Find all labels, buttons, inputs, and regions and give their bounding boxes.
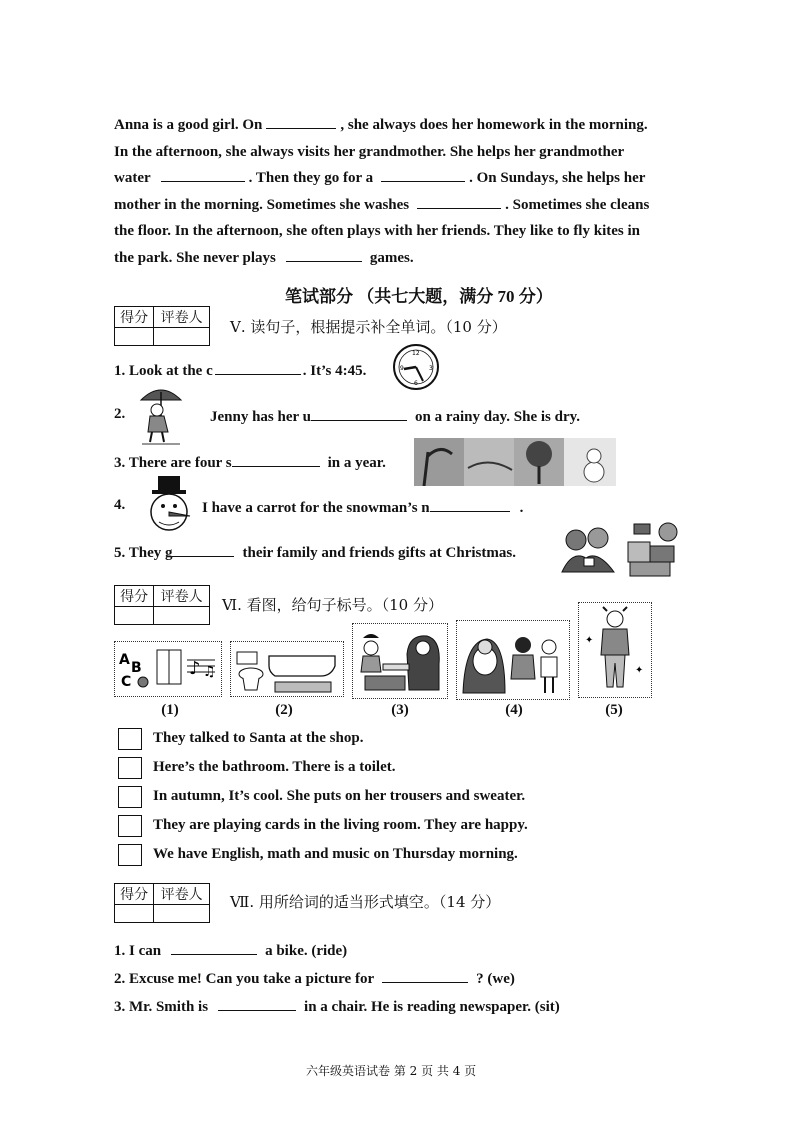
christmas-gifts-image: [624, 518, 682, 580]
picture-1-classroom-subjects: [114, 641, 222, 697]
svg-text:✦: ✦: [585, 635, 594, 646]
score-label: 得分: [115, 586, 154, 607]
match-sentence: They are playing cards in the living room. They are happy.: [153, 817, 528, 833]
picture-caption: (4): [505, 702, 523, 718]
reading-passage: Anna is a good girl. On , she always does her homework in the morning. In the afternoon, she always visits her grandmother. She helps her grandmother water . Then they go for a . On Sundays, she helps her mother in the morning. Sometimes she washes . Sometimes she cleans the floor. In the afternoon, she often plays with her friends. They like to fly kites in the park. She never plays games.: [114, 112, 682, 272]
christmas-family-image: [558, 522, 622, 574]
page-footer: 六年级英语试卷 第 2 页 共 4 页: [306, 1064, 477, 1078]
s5-question-2: Jenny has her u on a rainy day. She is dry.: [210, 406, 580, 426]
picture-caption: (2): [275, 702, 293, 718]
svg-text:✦: ✦: [635, 665, 644, 676]
svg-text:9: 9: [400, 365, 404, 372]
match-sentence: We have English, math and music on Thursday morning.: [153, 846, 518, 862]
clock-icon: [391, 343, 441, 391]
match-sentence: Here’s the bathroom. There is a toilet.: [153, 759, 396, 775]
svg-text:12: 12: [412, 350, 420, 357]
picture-5-autumn-girl: [578, 602, 652, 698]
svg-text:6: 6: [414, 380, 418, 387]
section-5-title: Ⅴ. 读句子，根据提示补全单词。（10 分）: [230, 318, 507, 336]
answer-box[interactable]: [118, 844, 142, 866]
score-label: 得分: [115, 307, 154, 328]
svg-text:A: A: [119, 652, 130, 668]
answer-box[interactable]: [118, 757, 142, 779]
s5-question-4: I have a carrot for the snowman’s n .: [202, 497, 523, 517]
grader-label: 评卷人: [154, 307, 210, 328]
score-label: 得分: [115, 884, 154, 905]
svg-text:♫: ♫: [203, 664, 216, 680]
answer-box[interactable]: [118, 786, 142, 808]
svg-text:C: C: [121, 674, 132, 690]
score-box: [114, 883, 210, 923]
written-section-heading: 笔试部分 （共七大题，满分 70 分）: [285, 287, 553, 306]
s7-question-3: 3. Mr. Smith is in a chair. He is reading newspaper. (sit): [114, 996, 560, 1016]
picture-caption: (3): [391, 702, 409, 718]
section-7-title: Ⅶ. 用所给词的适当形式填空。（14 分）: [230, 893, 501, 911]
s7-question-1: 1. I can a bike. (ride): [114, 940, 347, 960]
four-seasons-image: [414, 438, 616, 486]
s5-question-4-number: 4.: [114, 497, 126, 513]
picture-caption: (1): [161, 702, 179, 718]
score-box: [114, 585, 210, 625]
match-sentence: They talked to Santa at the shop.: [153, 730, 364, 746]
svg-text:3: 3: [429, 365, 433, 372]
s5-question-1: 1. Look at the c . It’s 4:45.: [114, 360, 366, 380]
picture-4-santa: [456, 620, 570, 700]
picture-caption: (5): [605, 702, 623, 718]
svg-text:♪: ♪: [189, 658, 201, 679]
grader-label: 评卷人: [154, 586, 210, 607]
section-6-title: Ⅵ. 看图，给句子标号。（10 分）: [222, 596, 443, 614]
s7-question-2: 2. Excuse me! Can you take a picture for ? (we): [114, 968, 515, 988]
match-sentence: In autumn, It’s cool. She puts on her trousers and sweater.: [153, 788, 526, 804]
answer-box[interactable]: [118, 728, 142, 750]
grader-label: 评卷人: [154, 884, 210, 905]
picture-3-playing-cards: [352, 623, 448, 699]
s5-question-5: 5. They g their family and friends gifts at Christmas.: [114, 542, 516, 562]
girl-with-umbrella-icon: [138, 382, 184, 446]
snowman-icon: [144, 474, 194, 536]
svg-text:B: B: [131, 660, 142, 676]
score-box: [114, 306, 210, 346]
s5-question-2-number: 2.: [114, 406, 126, 422]
answer-box[interactable]: [118, 815, 142, 837]
s5-question-3: 3. There are four s in a year.: [114, 452, 386, 472]
picture-2-bathroom: [230, 641, 344, 697]
